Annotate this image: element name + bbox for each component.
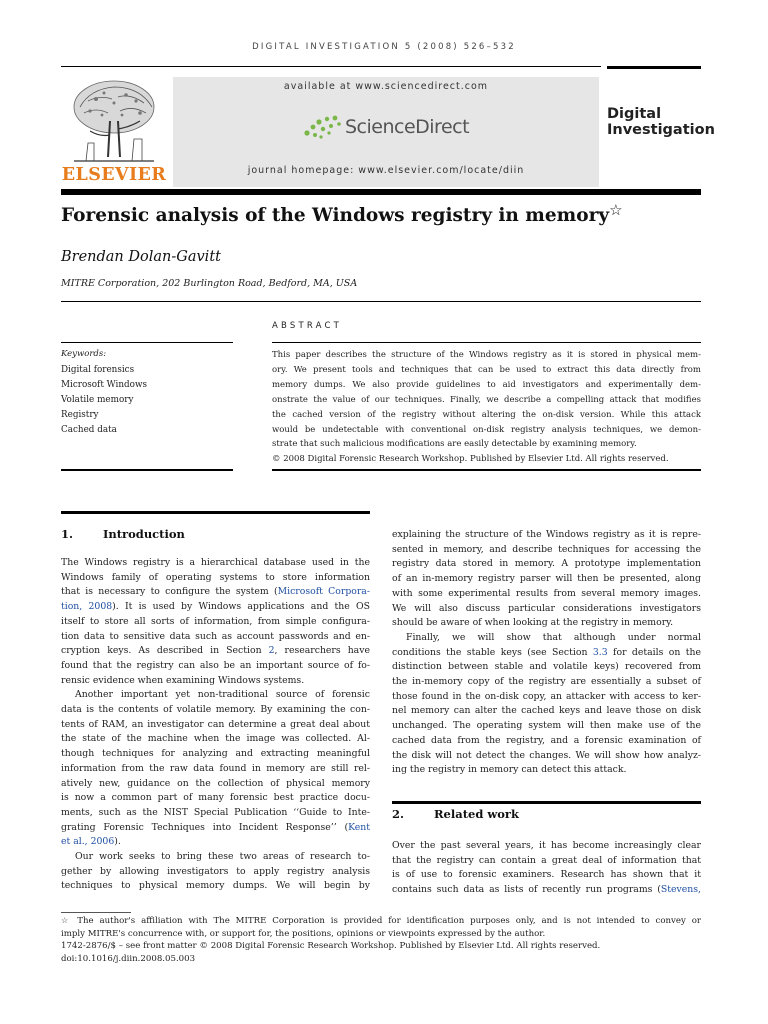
author-name: Brendan Dolan-Gavitt xyxy=(61,249,221,265)
elsevier-tree-icon xyxy=(60,77,168,165)
abstract-copyright: © 2008 Digital Forensic Research Workshop. Published by Elsevier Ltd. All rights reserved. xyxy=(272,454,669,465)
body-text: the disk will not detect the changes. We will show how analyz- xyxy=(392,749,701,761)
journal-top-rule xyxy=(607,66,701,69)
top-rule xyxy=(61,66,601,67)
abstract-line: This paper describes the structure of the Windows registry as it is stored in physical mem- xyxy=(272,350,701,360)
issn-line: 1742-2876/$ – see front matter © 2008 Digital Forensic Research Workshop. Published by Elsevier Ltd. All rights reserved. xyxy=(61,941,601,952)
keywords-bottom-rule xyxy=(61,469,233,471)
body-line xyxy=(392,543,701,558)
body-text: is of use to forensic examiners. Research has shown that it xyxy=(392,869,701,881)
section1-heading xyxy=(61,527,185,541)
body-text: unchanged. The operating system will then make use of the xyxy=(392,720,701,732)
body-text: We will also discuss particular considerations investigators xyxy=(392,602,701,614)
body-line xyxy=(61,806,370,821)
body-text: Another important yet non-traditional source of forensic xyxy=(75,689,370,701)
section2-body xyxy=(392,839,701,898)
body-line xyxy=(392,557,701,572)
section2-title: Related work xyxy=(434,807,519,821)
body-line xyxy=(392,572,701,587)
abstract-top-rule xyxy=(272,342,701,343)
keywords-list xyxy=(61,363,147,438)
keywords-top-rule xyxy=(61,342,233,343)
left-column-body xyxy=(61,556,370,894)
section2-number: 2. xyxy=(392,807,405,821)
right-column-body xyxy=(392,528,701,778)
abstract-bottom-rule xyxy=(272,469,701,471)
body-line xyxy=(392,719,701,734)
sciencedirect-wordmark: ScienceDirect xyxy=(345,116,470,138)
body-text: Over the past several years, it has become increasingly clear xyxy=(392,840,701,851)
body-text: distinction between stable and volatile keys) recovered from xyxy=(392,661,701,673)
body-line xyxy=(61,879,370,894)
journal-logo xyxy=(607,106,715,138)
abstract-line: ory. We present tools and techniques that can be used to extract this data directly from xyxy=(272,364,701,375)
body-line xyxy=(61,821,370,836)
body-text: tion data to sensitive data such as account passwords and en- xyxy=(61,630,370,642)
footnote-text1: The author's affiliation with The MITRE Corporation is provided for identification purposes only, and is not intended to convey or xyxy=(71,916,702,926)
article-title-text: Forensic analysis of the Windows registry in memory xyxy=(61,205,610,226)
journal-logo-line2: Investigation xyxy=(607,122,715,138)
body-text: grating Forensic Techniques into Incident Response’’ ( xyxy=(61,821,349,833)
body-text: explaining the structure of the Windows registry as it is repre- xyxy=(392,529,701,540)
body-text: the state of the machine when the image was collected. Al- xyxy=(61,733,370,745)
body-text: of an in-memory registry parser will then be presented, along xyxy=(392,573,701,585)
body-text: the in-memory copy of the registry are essentially a subset of xyxy=(392,676,701,688)
body-line xyxy=(392,587,701,602)
section1-rule xyxy=(61,511,370,514)
running-head: DIGITAL INVESTIGATION 5 (2008) 526–532 xyxy=(252,42,516,52)
body-line xyxy=(392,675,701,690)
body-text: itself to store all sorts of information, from simple configura- xyxy=(61,615,370,627)
abstract-line: the cached version of the registry without altering the on-disk version. While this attack xyxy=(272,409,701,420)
abstract-line: onstrate the value of our techniques. Finally, we describe a compelling attack that modifies xyxy=(272,394,701,405)
citation-link[interactable]: 3.3 xyxy=(592,646,608,658)
citation-link[interactable]: 2 xyxy=(268,645,275,657)
sciencedirect-dots-icon xyxy=(301,113,343,143)
body-line xyxy=(61,600,370,615)
section1-title: Introduction xyxy=(103,527,185,541)
body-line xyxy=(392,602,701,617)
abstract-line: strate that such malicious modifications are easily detectable by examining memory. xyxy=(272,439,637,450)
body-text: information from the raw data found in memory are still rel- xyxy=(61,762,370,774)
body-text: contains such data as lists of recently run programs ( xyxy=(392,884,661,896)
citation-link[interactable]: Microsoft Corpora- xyxy=(277,586,370,598)
elsevier-wordmark: ELSEVIER xyxy=(61,165,167,185)
body-line xyxy=(392,868,701,883)
abstract-line: would be undetectable with conventional on-disk registry analysis techniques, we demon- xyxy=(272,424,701,435)
body-text: should be aware of when looking at the registry in memory. xyxy=(392,617,674,629)
body-line xyxy=(61,718,370,733)
body-text: techniques to physical memory dumps. We will begin by xyxy=(61,880,370,892)
keyword-item: Microsoft Windows xyxy=(61,380,147,390)
body-line xyxy=(61,777,370,792)
body-text: Our work seeks to bring these two areas of research to- xyxy=(75,851,370,863)
body-line xyxy=(61,688,370,703)
body-line xyxy=(392,528,701,543)
body-text: that the registry can contain a great deal of information that xyxy=(392,854,701,866)
body-text: conditions the stable keys (see Section xyxy=(392,646,593,658)
body-text: found that the registry can also be an important source of fo- xyxy=(61,659,370,671)
keyword-item: Volatile memory xyxy=(61,395,134,405)
section1-number: 1. xyxy=(61,527,74,541)
keyword-item: Registry xyxy=(61,410,99,420)
doi-line[interactable]: doi:10.1016/j.diin.2008.05.003 xyxy=(61,953,196,964)
title-footnote-mark[interactable]: ☆ xyxy=(609,201,623,219)
citation-link[interactable]: tion, 2008 xyxy=(61,601,113,613)
body-line xyxy=(392,854,701,869)
body-line xyxy=(392,690,701,705)
body-text: that is necessary to configure the system ( xyxy=(61,586,278,598)
footnote-rule xyxy=(61,912,131,913)
article-title xyxy=(61,201,623,226)
body-text: tents of RAM, an investigator can determine a great deal about xyxy=(61,718,370,730)
body-text: ). It is used by Windows applications and the OS xyxy=(112,601,370,613)
body-line xyxy=(61,865,370,880)
body-text: though techniques for analyzing and extracting meaningful xyxy=(61,748,370,760)
abstract-line: memory dumps. We also provide guidelines to aid investigators and experimentally dem- xyxy=(272,379,701,390)
body-line xyxy=(61,615,370,630)
body-text: nel memory can alter the cached keys and leave those on disk xyxy=(392,705,701,717)
body-line xyxy=(61,835,370,850)
body-text: The Windows registry is a hierarchical database used in the xyxy=(61,557,370,568)
body-line xyxy=(392,616,701,631)
footnote-mark: ☆ xyxy=(61,916,72,925)
body-line xyxy=(61,703,370,718)
available-at-text[interactable]: available at www.sciencedirect.com xyxy=(283,81,489,92)
body-line xyxy=(392,883,701,898)
citation-link[interactable]: Stevens, xyxy=(660,884,701,896)
body-text: cached data from the registry, and a forensic examination of xyxy=(392,734,701,746)
body-line xyxy=(392,763,701,778)
body-line xyxy=(61,644,370,659)
body-line xyxy=(61,585,370,600)
abstract-body xyxy=(272,348,701,467)
author-affiliation: MITRE Corporation, 202 Burlington Road, Bedford, MA, USA xyxy=(61,278,358,289)
body-line xyxy=(61,556,370,571)
section2-rule xyxy=(392,801,701,804)
body-text: those found in the on-disk copy, an attacker with access to ker- xyxy=(392,690,701,702)
body-text: , researchers have xyxy=(274,645,370,657)
body-text: is now a common part of many forensic best practice docu- xyxy=(61,792,370,804)
body-text: for details on the xyxy=(607,646,701,658)
body-text: Windows family of operating systems to store information xyxy=(61,571,370,583)
body-line xyxy=(61,630,370,645)
body-text: rensic evidence when examining Windows systems. xyxy=(61,674,305,686)
body-line xyxy=(392,704,701,719)
body-line xyxy=(61,762,370,777)
body-line xyxy=(392,631,701,646)
body-line xyxy=(392,660,701,675)
body-text: data is the contents of volatile memory. By examining the con- xyxy=(61,704,370,716)
affiliation-rule xyxy=(61,301,701,302)
section2-heading xyxy=(392,807,519,821)
keywords-heading: Keywords: xyxy=(61,349,107,359)
journal-logo-line1: Digital xyxy=(607,106,662,122)
body-text: ing the registry in memory can detect this attack. xyxy=(392,764,627,776)
body-text: atively new, guidance on the collection of physical memory xyxy=(61,777,370,789)
abstract-heading: ABSTRACT xyxy=(272,321,343,331)
body-line xyxy=(392,749,701,764)
elsevier-logo xyxy=(60,77,168,187)
body-text: cryption keys. As described in Section xyxy=(61,645,269,657)
body-text: Finally, we will show that although under normal xyxy=(406,631,701,643)
journal-homepage-text[interactable]: journal homepage: www.elsevier.com/locate/diin xyxy=(247,165,525,176)
citation-link[interactable]: Kent xyxy=(348,821,370,833)
keyword-item: Cached data xyxy=(61,425,117,435)
body-text: sented in memory, and describe techniques for accessing the xyxy=(392,543,701,555)
masthead-box xyxy=(173,77,599,187)
body-line xyxy=(61,674,370,689)
footnote-block xyxy=(61,915,701,965)
body-line xyxy=(61,732,370,747)
masthead-bottom-rule xyxy=(61,189,701,195)
body-line xyxy=(392,839,701,854)
citation-link[interactable]: et al., 2006 xyxy=(61,836,115,848)
body-line xyxy=(392,734,701,749)
body-text: ments, such as the NIST Special Publication ‘‘Guide to Inte- xyxy=(61,806,370,818)
body-text: ). xyxy=(114,836,121,848)
keyword-item: Digital forensics xyxy=(61,365,135,375)
body-line xyxy=(61,791,370,806)
body-line xyxy=(61,850,370,865)
body-text: gether by allowing investigators to apply registry analysis xyxy=(61,865,370,877)
body-line xyxy=(61,659,370,674)
footnote-line2: imply MITRE's concurrence with, or support for, the positions, opinions or viewpoints expressed by the author. xyxy=(61,928,546,939)
body-line xyxy=(61,571,370,586)
body-line xyxy=(392,646,701,661)
body-text: registry data stored in memory. A prototype implementation xyxy=(392,558,701,570)
body-line xyxy=(61,747,370,762)
footnote-line1 xyxy=(61,915,701,928)
body-text: with some experimental results from several memory images. xyxy=(392,587,701,599)
